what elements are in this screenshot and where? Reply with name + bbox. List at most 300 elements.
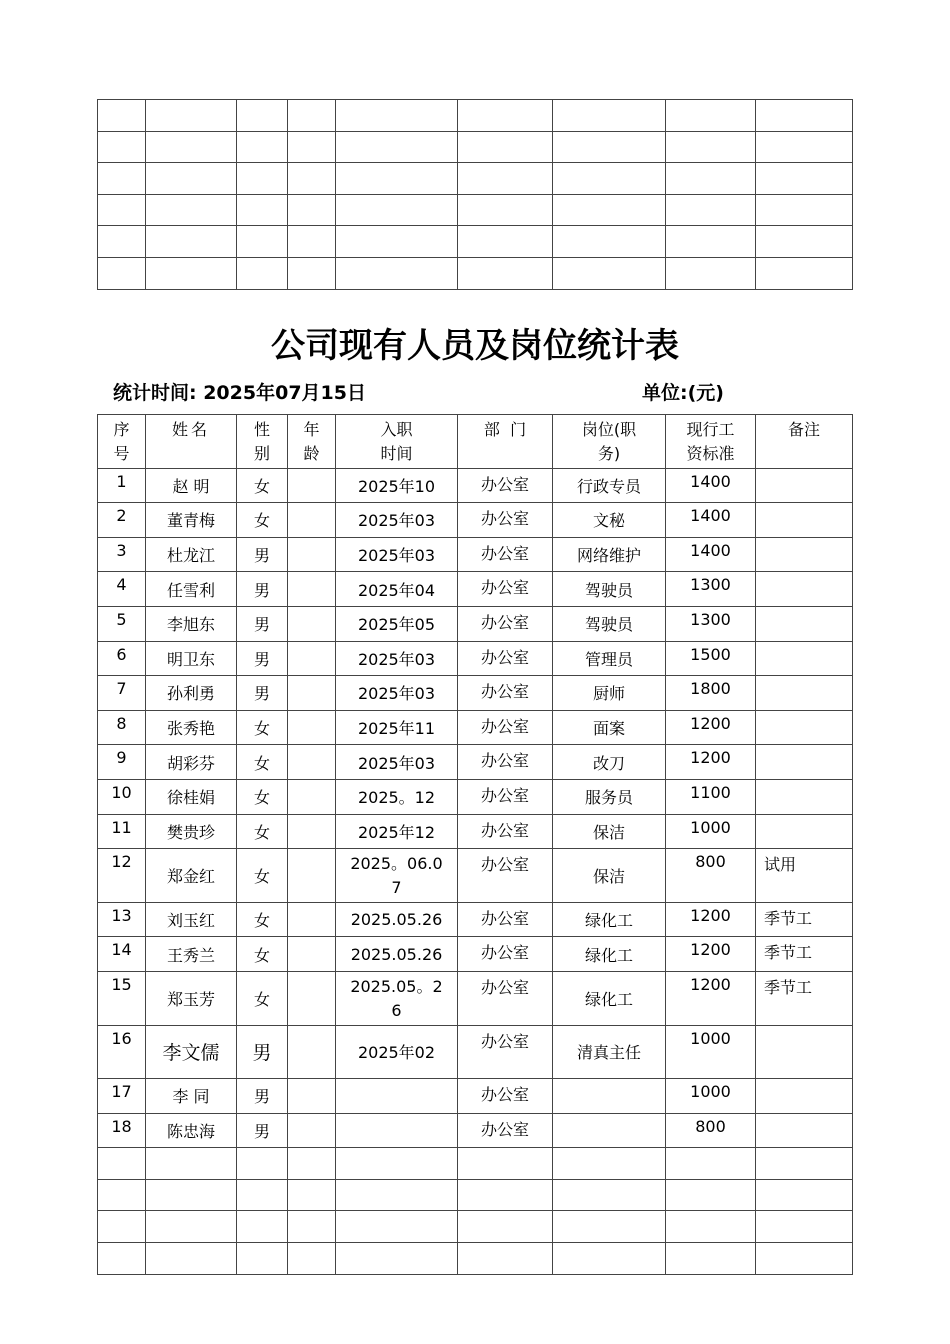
cell-entry-text: 2025年12	[357, 822, 436, 842]
cell-remark	[756, 468, 853, 503]
cell-age	[288, 814, 336, 849]
table-row	[98, 902, 853, 937]
blank-cell	[98, 131, 146, 163]
cell-remark	[756, 606, 853, 641]
cell-dept	[458, 572, 553, 607]
cell-remark	[756, 641, 853, 676]
cell-salary-text: 1000	[690, 817, 731, 837]
cell-post	[553, 745, 666, 780]
cell-dept	[458, 1113, 553, 1148]
cell-name	[146, 971, 237, 1025]
cell-remark	[756, 745, 853, 780]
cell-remark	[756, 1113, 853, 1148]
cell-dept	[458, 1079, 553, 1114]
cell-name-text: 郑玉芳	[166, 989, 215, 1009]
cell-gender-text: 女	[253, 945, 270, 965]
cell-seq	[98, 814, 146, 849]
cell-age	[288, 1079, 336, 1114]
cell-salary-text: 1000	[690, 1082, 731, 1102]
blank-cell	[336, 1179, 458, 1211]
cell-seq	[98, 902, 146, 937]
cell-name-text: 孙利勇	[166, 684, 215, 704]
cell-gender	[237, 641, 288, 676]
cell-seq	[98, 503, 146, 538]
cell-name	[146, 572, 237, 607]
cell-gender	[237, 710, 288, 745]
cell-salary	[666, 937, 756, 972]
cell-name	[146, 641, 237, 676]
blank-cell	[666, 1211, 756, 1243]
cell-salary	[666, 676, 756, 711]
cell-entry-text: 2025年11	[357, 719, 436, 739]
cell-seq-text: 1	[116, 471, 127, 491]
table-row	[98, 468, 853, 503]
blank-cell	[288, 100, 336, 132]
blank-cell	[98, 1148, 146, 1180]
cell-dept	[458, 676, 553, 711]
cell-name	[146, 710, 237, 745]
cell-post-text: 清真主任	[576, 1043, 641, 1063]
cell-seq	[98, 537, 146, 572]
cell-age	[288, 606, 336, 641]
blank-cell	[458, 1148, 553, 1180]
cell-salary	[666, 468, 756, 503]
cell-post-text: 管理员	[584, 649, 633, 669]
cell-dept	[458, 902, 553, 937]
blank-cell	[237, 1148, 288, 1180]
cell-seq-text: 4	[116, 575, 127, 595]
cell-age	[288, 937, 336, 972]
cell-salary-text: 1300	[690, 575, 731, 595]
blank-cell	[666, 1179, 756, 1211]
cell-salary-text: 1400	[690, 540, 731, 560]
table-row	[98, 779, 853, 814]
cell-name	[146, 902, 237, 937]
cell-post	[553, 937, 666, 972]
cell-entry-text: 2025年04	[357, 580, 436, 600]
cell-entry	[336, 814, 458, 849]
table-row	[98, 1079, 853, 1114]
cell-salary-text: 1200	[690, 974, 731, 994]
blank-cell	[336, 1211, 458, 1243]
cell-post-text: 面案	[592, 719, 625, 739]
cell-post	[553, 606, 666, 641]
cell-post-text: 行政专员	[576, 476, 641, 496]
blank-cell	[666, 1148, 756, 1180]
cell-entry-text: 2025.05.26	[350, 910, 443, 930]
cell-age	[288, 971, 336, 1025]
cell-gender-text: 女	[253, 753, 270, 773]
cell-salary	[666, 537, 756, 572]
blank-cell	[288, 131, 336, 163]
cell-seq-text: 14	[111, 940, 132, 960]
cell-dept	[458, 641, 553, 676]
cell-entry	[336, 468, 458, 503]
cell-salary-text: 1100	[690, 782, 731, 802]
cell-dept-text: 办公室	[480, 578, 529, 598]
blank-row	[98, 226, 853, 258]
cell-salary	[666, 779, 756, 814]
table-row	[98, 710, 853, 745]
blank-cell	[98, 257, 146, 289]
cell-remark	[756, 1079, 853, 1114]
cell-gender-text: 女	[253, 719, 270, 739]
cell-gender-text: 女	[253, 866, 270, 886]
cell-salary-text: 1200	[690, 748, 731, 768]
cell-entry-line: 7	[391, 878, 402, 898]
blank-cell	[553, 257, 666, 289]
blank-cell	[756, 1211, 853, 1243]
blank-cell	[237, 1211, 288, 1243]
table-row	[98, 849, 853, 903]
cell-post	[553, 779, 666, 814]
blank-cell	[666, 1243, 756, 1275]
cell-seq	[98, 745, 146, 780]
cell-remark	[756, 849, 853, 903]
cell-name-text: 明卫东	[166, 649, 215, 669]
blank-cell	[146, 131, 237, 163]
blank-cell	[336, 257, 458, 289]
cell-age	[288, 779, 336, 814]
cell-entry	[336, 641, 458, 676]
cell-seq-text: 16	[111, 1028, 132, 1048]
cell-name-text: 郑金红	[166, 866, 215, 886]
cell-salary-text: 1000	[690, 1028, 731, 1048]
blank-cell	[146, 1179, 237, 1211]
cell-dept-text: 办公室	[480, 1119, 529, 1139]
blank-cell	[666, 100, 756, 132]
cell-name	[146, 814, 237, 849]
cell-dept	[458, 971, 553, 1025]
cell-entry-text: 2025年10	[357, 476, 436, 496]
cell-post-text: 改刀	[592, 753, 625, 773]
blank-cell	[553, 194, 666, 226]
cell-gender-text: 男	[253, 1121, 270, 1141]
blank-cell	[288, 1179, 336, 1211]
blank-cell	[756, 1179, 853, 1211]
blank-row	[98, 131, 853, 163]
blank-cell	[336, 1148, 458, 1180]
cell-dept-text: 办公室	[480, 612, 529, 632]
blank-cell	[756, 163, 853, 195]
cell-entry	[336, 710, 458, 745]
table-row	[98, 606, 853, 641]
cell-post	[553, 641, 666, 676]
blank-cell	[458, 1179, 553, 1211]
blank-cell	[666, 194, 756, 226]
blank-cell	[553, 1243, 666, 1275]
cell-gender-text: 女	[253, 911, 270, 931]
table-row	[98, 814, 853, 849]
cell-entry-text: 2025年02	[357, 1043, 436, 1063]
blank-cell	[237, 1243, 288, 1275]
cell-gender	[237, 606, 288, 641]
cell-name	[146, 606, 237, 641]
blank-cell	[666, 226, 756, 258]
header-remark: 备注	[756, 415, 853, 469]
cell-name-text: 徐桂娟	[166, 788, 215, 808]
blank-cell	[98, 1243, 146, 1275]
blank-cell	[666, 131, 756, 163]
cell-entry	[336, 937, 458, 972]
cell-name	[146, 779, 237, 814]
cell-post	[553, 814, 666, 849]
cell-name	[146, 1113, 237, 1148]
cell-gender-text: 女	[253, 476, 270, 496]
blank-cell	[146, 1243, 237, 1275]
blank-cell	[237, 131, 288, 163]
blank-cell	[288, 1148, 336, 1180]
cell-dept	[458, 849, 553, 903]
cell-name-text: 王秀兰	[166, 945, 215, 965]
blank-cell	[458, 100, 553, 132]
cell-remark-text: 季节工	[764, 943, 813, 963]
blank-cell	[553, 1179, 666, 1211]
cell-post	[553, 849, 666, 903]
cell-post-text: 厨师	[592, 684, 625, 704]
cell-dept-text: 办公室	[480, 647, 529, 667]
cell-seq-text: 5	[116, 609, 127, 629]
blank-cell	[336, 1243, 458, 1275]
header-entry-time: 入职 时间	[336, 415, 458, 469]
cell-salary	[666, 572, 756, 607]
cell-seq-text: 18	[111, 1116, 132, 1136]
cell-post	[553, 468, 666, 503]
blank-cell	[237, 226, 288, 258]
cell-salary-text: 1200	[690, 905, 731, 925]
cell-salary	[666, 503, 756, 538]
cell-gender-text: 男	[253, 580, 270, 600]
cell-dept	[458, 814, 553, 849]
cell-salary	[666, 902, 756, 937]
cell-remark	[756, 1025, 853, 1079]
cell-entry-text: 2025年03	[357, 546, 436, 566]
cell-entry	[336, 779, 458, 814]
cell-dept	[458, 503, 553, 538]
cell-seq	[98, 676, 146, 711]
blank-cell	[553, 131, 666, 163]
blank-cell	[666, 163, 756, 195]
cell-name-text: 陈忠海	[166, 1121, 215, 1141]
blank-cell	[146, 163, 237, 195]
cell-dept	[458, 937, 553, 972]
cell-post	[553, 710, 666, 745]
cell-dept-text: 办公室	[480, 820, 529, 840]
cell-seq-text: 6	[116, 644, 127, 664]
cell-seq-text: 17	[111, 1082, 132, 1102]
blank-cell	[146, 100, 237, 132]
cell-entry	[336, 1025, 458, 1079]
blank-cell	[666, 257, 756, 289]
cell-seq	[98, 937, 146, 972]
cell-post-text: 文秘	[592, 511, 625, 531]
unit-label: 单位:(元)	[642, 382, 724, 404]
cell-salary	[666, 971, 756, 1025]
blank-cell	[553, 1211, 666, 1243]
cell-dept-text: 办公室	[480, 1031, 529, 1051]
cell-post-text: 保洁	[592, 822, 625, 842]
blank-cell	[237, 194, 288, 226]
cell-seq-text: 13	[111, 905, 132, 925]
cell-seq	[98, 606, 146, 641]
cell-name	[146, 676, 237, 711]
cell-seq	[98, 572, 146, 607]
cell-remark	[756, 902, 853, 937]
cell-dept-text: 办公室	[480, 785, 529, 805]
cell-salary	[666, 1025, 756, 1079]
cell-dept	[458, 779, 553, 814]
cell-age	[288, 902, 336, 937]
cell-salary-text: 1400	[690, 471, 731, 491]
cell-seq	[98, 641, 146, 676]
cell-dept-text: 办公室	[480, 474, 529, 494]
blank-cell	[98, 194, 146, 226]
cell-seq	[98, 710, 146, 745]
blank-cell	[237, 1179, 288, 1211]
cell-seq-text: 12	[111, 852, 132, 872]
cell-post	[553, 676, 666, 711]
cell-name	[146, 1025, 237, 1079]
cell-seq-text: 15	[111, 974, 132, 994]
blank-cell	[336, 194, 458, 226]
cell-gender	[237, 1113, 288, 1148]
cell-remark	[756, 572, 853, 607]
cell-salary	[666, 606, 756, 641]
cell-remark-text: 试用	[764, 855, 797, 875]
cell-age	[288, 745, 336, 780]
cell-gender-text: 男	[253, 546, 270, 566]
cell-gender-text: 男	[252, 1042, 272, 1065]
blank-cell	[458, 131, 553, 163]
cell-gender-text: 女	[253, 788, 270, 808]
cell-name-text: 李文儒	[162, 1042, 220, 1065]
blank-cell	[288, 1211, 336, 1243]
cell-gender-text: 男	[253, 684, 270, 704]
blank-cell	[146, 1211, 237, 1243]
cell-salary	[666, 745, 756, 780]
cell-gender-text: 女	[253, 989, 270, 1009]
cell-remark	[756, 937, 853, 972]
blank-row	[98, 100, 853, 132]
cell-age	[288, 641, 336, 676]
cell-post-text: 绿化工	[584, 911, 633, 931]
table-row	[98, 641, 853, 676]
cell-name	[146, 537, 237, 572]
cell-salary-text: 1500	[690, 644, 731, 664]
cell-age	[288, 503, 336, 538]
cell-age	[288, 537, 336, 572]
cell-entry	[336, 676, 458, 711]
blank-cell	[146, 1148, 237, 1180]
cell-dept-text: 办公室	[480, 977, 529, 997]
statistics-time: 统计时间: 2025年07月15日	[113, 382, 366, 404]
cell-seq	[98, 1113, 146, 1148]
cell-post	[553, 971, 666, 1025]
blank-cell	[288, 1243, 336, 1275]
cell-entry	[336, 606, 458, 641]
blank-cell	[756, 257, 853, 289]
blank-cell	[98, 1211, 146, 1243]
cell-entry	[336, 1079, 458, 1114]
cell-seq	[98, 1025, 146, 1079]
cell-post	[553, 1079, 666, 1114]
cell-dept-text: 办公室	[480, 509, 529, 529]
table-row	[98, 971, 853, 1025]
blank-cell	[336, 100, 458, 132]
cell-salary-text: 1200	[690, 940, 731, 960]
cell-seq	[98, 779, 146, 814]
cell-post	[553, 1025, 666, 1079]
cell-gender	[237, 937, 288, 972]
cell-remark	[756, 676, 853, 711]
cell-dept-text: 办公室	[480, 855, 529, 875]
blank-cell	[458, 1243, 553, 1275]
cell-dept-text: 办公室	[480, 682, 529, 702]
blank-cell	[146, 257, 237, 289]
cell-gender	[237, 468, 288, 503]
cell-name-text: 李 同	[172, 1087, 210, 1107]
cell-remark	[756, 779, 853, 814]
blank-cell	[458, 226, 553, 258]
cell-post	[553, 572, 666, 607]
blank-cell	[237, 100, 288, 132]
blank-cell	[336, 163, 458, 195]
blank-cell	[98, 1179, 146, 1211]
cell-salary-text: 800	[695, 1116, 726, 1136]
cell-dept-text: 办公室	[480, 908, 529, 928]
blank-cell	[98, 100, 146, 132]
cell-dept	[458, 468, 553, 503]
cell-salary-text: 1800	[690, 679, 731, 699]
blank-cell	[756, 194, 853, 226]
cell-gender	[237, 902, 288, 937]
cell-age	[288, 468, 336, 503]
blank-row	[98, 257, 853, 289]
cell-post	[553, 1113, 666, 1148]
cell-gender-text: 男	[253, 615, 270, 635]
table-header-row	[98, 415, 853, 469]
blank-cell	[458, 1211, 553, 1243]
blank-cell	[237, 163, 288, 195]
cell-entry-text: 2025年05	[357, 615, 436, 635]
blank-cell	[336, 226, 458, 258]
cell-gender	[237, 849, 288, 903]
blank-cell	[237, 257, 288, 289]
cell-entry	[336, 902, 458, 937]
cell-seq-text: 7	[116, 679, 127, 699]
cell-name-text: 李旭东	[166, 615, 215, 635]
cell-gender-text: 女	[253, 511, 270, 531]
cell-gender	[237, 572, 288, 607]
cell-entry	[336, 1113, 458, 1148]
cell-remark	[756, 814, 853, 849]
cell-name-text: 樊贵珍	[166, 822, 215, 842]
blank-cell	[553, 226, 666, 258]
cell-seq-text: 3	[116, 540, 127, 560]
blank-row	[98, 194, 853, 226]
blank-cell	[288, 163, 336, 195]
cell-entry	[336, 537, 458, 572]
cell-remark	[756, 537, 853, 572]
cell-salary-text: 1200	[690, 713, 731, 733]
cell-gender	[237, 971, 288, 1025]
blank-cell	[553, 163, 666, 195]
cell-dept-text: 办公室	[480, 1085, 529, 1105]
cell-gender	[237, 676, 288, 711]
cell-entry	[336, 971, 458, 1025]
blank-row	[98, 1243, 853, 1275]
cell-dept-text: 办公室	[480, 943, 529, 963]
